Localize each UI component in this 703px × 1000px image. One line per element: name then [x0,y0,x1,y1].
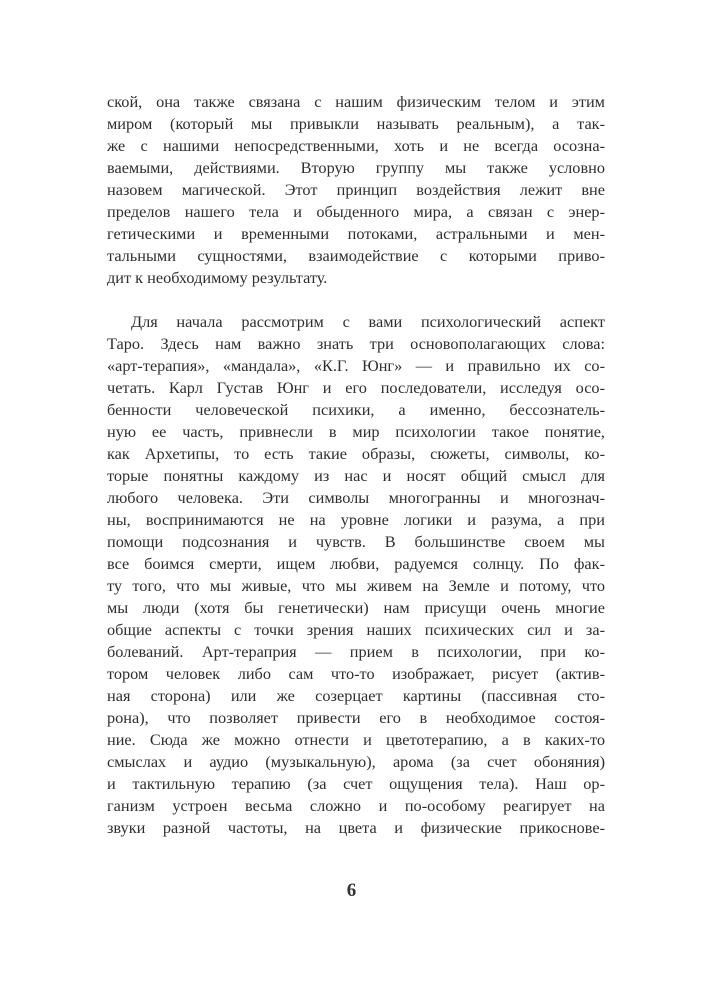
text-line: ту того, что мы живые, что мы живем на Земле и потому, что [107,576,605,595]
text-line: ны, воспринимаются не на уровне логики и разума, а при [107,510,605,529]
text-line: «арт-терапия», «мандала», «К.Г. Юнг» — и правильно их со- [107,356,605,375]
text-line: и тактильную терапию (за счет ощущения тела). Наш ор- [107,774,605,793]
text-line: ской, она также связана с нашим физическим телом и этим [107,92,605,111]
text-line: ную ее часть, привнесли в мир психологии такое понятие, [107,422,605,441]
text-line: мы люди (хотя бы генетически) нам присущи очень многие [107,598,605,617]
paragraph-1 [107,91,605,289]
text-line: четать. Карл Густав Юнг и его последователи, исследуя осо- [107,378,605,397]
text-line: смыслах и аудио (музыкальную), арома (за счет обоняния) [107,752,605,771]
text-line: все боимся смерти, ищем любви, радуемся солнцу. По фак- [107,554,605,573]
text-line: гетическими и временными потоками, астральными и мен- [107,224,605,243]
text-line: дит к необходимому результату. [107,268,328,287]
text-line: бенности человеческой психики, а именно, бессознатель- [107,400,605,419]
text-line: звуки разной частоты, на цвета и физические прикоснове- [107,818,605,837]
text-line: тальными сущностями, взаимодействие с которыми приво- [107,246,605,265]
text-line: назовем магической. Этот принцип воздействия лежит вне [107,180,605,199]
page-body [107,91,605,839]
text-line: пределов нашего тела и обыденного мира, а связан с энер- [107,202,605,221]
text-line: торые понятны каждому из нас и носят общий смысл для [107,466,605,485]
text-line: общие аспекты с точки зрения наших психических сил и за- [107,620,605,639]
text-line: любого человека. Эти символы многогранны и многознач- [107,488,605,507]
text-line: ние. Сюда же можно отнести и цветотерапию, а в каких-то [107,730,605,749]
page-number: 6 [346,880,357,901]
text-line: как Архетипы, то есть такие образы, сюжеты, символы, ко- [107,444,605,463]
text-line: ганизм устроен весьма сложно и по-особому реагирует на [107,796,605,815]
text-line: же с нашими непосредственными, хоть и не всегда осозна- [107,136,605,155]
text-line: ваемыми, действиями. Вторую группу мы также условно [107,158,605,177]
text-line: миром (который мы привыкли называть реальным), а так- [107,114,605,133]
text-line: помощи подсознания и чувств. В большинстве своем мы [107,532,605,551]
text-line: Для начала рассмотрим с вами психологический аспект [131,312,605,331]
text-line: тором человек либо сам что-то изображает, рисует (актив- [107,664,605,683]
text-line: ная сторона) или же созерцает картины (пассивная сто- [107,686,605,705]
text-line: болеваний. Арт-тераприя — прием в психологии, при ко- [107,642,605,661]
text-line: рона), что позволяет привести его в необходимое состоя- [107,708,605,727]
paragraph-2 [107,311,605,839]
text-line: Таро. Здесь нам важно знать три основополагающих слова: [107,334,605,353]
